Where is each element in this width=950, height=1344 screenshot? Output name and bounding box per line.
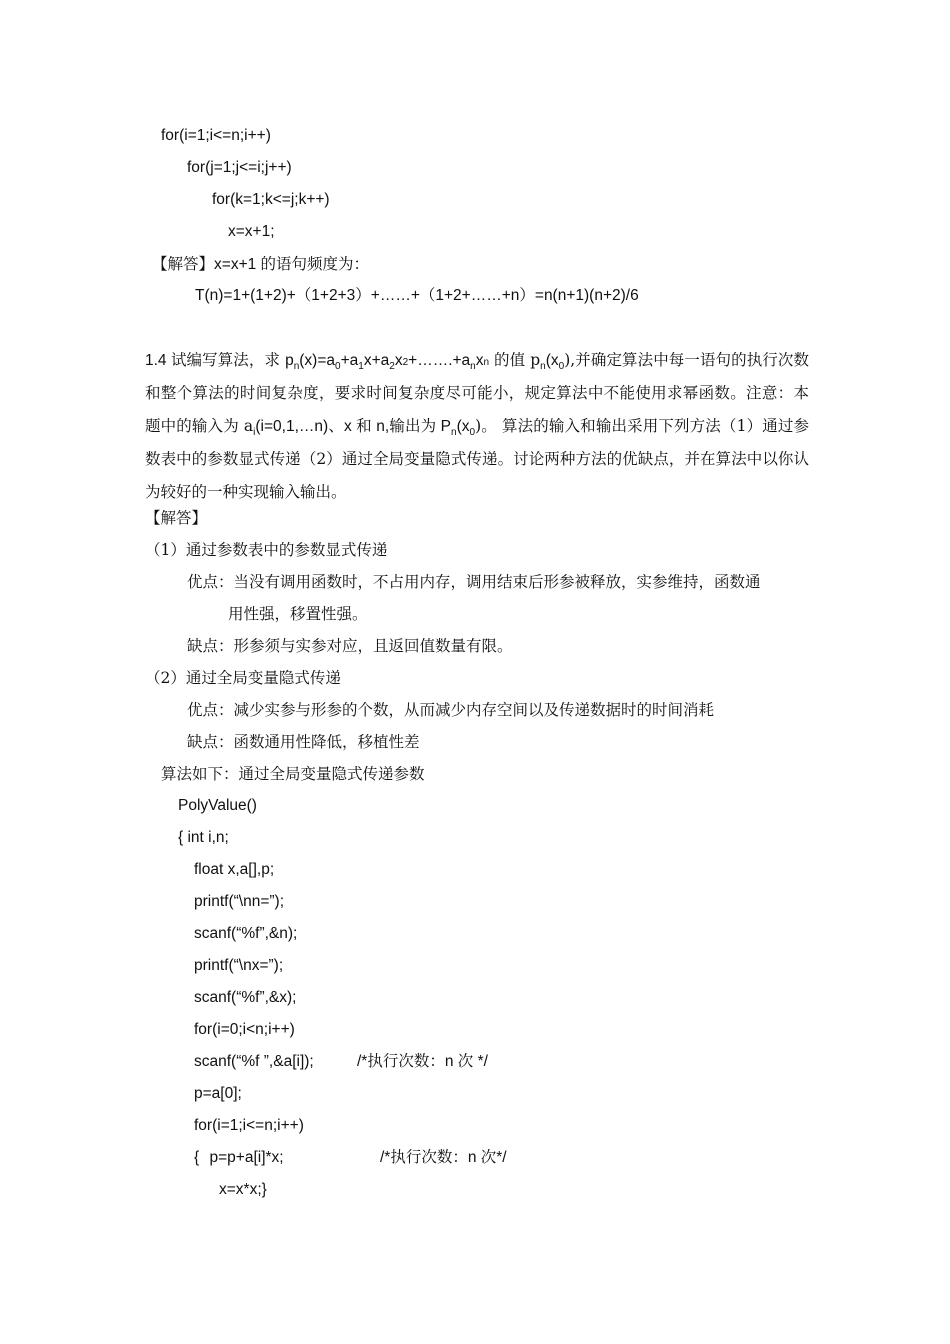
- method1-pros-cont: 用性强，移置性强。: [228, 605, 368, 623]
- code-line: x=x*x;}: [219, 1181, 267, 1198]
- code-line: for(k=1;k<=j;k++): [212, 191, 330, 208]
- method2-title: （2）通过全局变量隐式传递: [145, 669, 341, 687]
- method1-pros: 优点：当没有调用函数时，不占用内存，调用结束后形参被释放，实参维持，函数通: [187, 573, 761, 591]
- code-comment: /*执行次数：n 次 */: [357, 1053, 488, 1070]
- question-paragraph: 1.4 试编写算法，求 $p_n(x)=a_0+a_1x+a_2x2+\dots\dots.+a_nxn$ 的值 $p_n(x_0)$,并确定算法中每一语句的执行次数和整个算法的时间复杂度，要求时间复杂度尽可能小，规定算法中不能使用求幂函数。注意：本题中的输入为 $a_i(i=0,1,\dots n)$、x 和 n,输出为 $P_n(x_0)$。 算法的输入和输出采用下列方法（1）通过参数表中的参数显式传递（2）通过全局变量隐式传递。讨论两种方法的优缺点，并在算法中以你认为较好的一种实现输入输出。: [145, 351, 810, 501]
- code-line: for(i=1;i<=n;i++): [161, 127, 271, 144]
- code-line: x=x+1;: [228, 223, 275, 240]
- method2-cons: 缺点：函数通用性降低，移植性差: [187, 733, 420, 751]
- code-line: { int i,n;: [178, 829, 229, 846]
- answer-line: [152, 254, 369, 275]
- formula: T(n)=1+(1+2)+（1+2+3）+……+（1+2+……+n）=n(n+1)(n+2)/6: [195, 287, 639, 304]
- code-line: p=a[0];: [194, 1085, 242, 1102]
- code-line: scanf(“%f ”,&a[i]);: [194, 1053, 314, 1070]
- code-line: PolyValue(): [178, 797, 257, 814]
- answer-label: 【解答】: [152, 255, 215, 273]
- method1-cons: 缺点：形参须与实参对应，且返回值数量有限。: [187, 637, 513, 655]
- answer-text: x=x+1 的语句频度为：: [214, 256, 370, 273]
- code-line: printf(“\nx=”);: [194, 957, 284, 974]
- code-line: { p=p+a[i]*x;: [194, 1149, 284, 1166]
- code-line: scanf(“%f”,&n);: [194, 925, 298, 942]
- code-line: printf(“\nn=”);: [194, 893, 285, 910]
- code-line: for(i=1;i<=n;i++): [194, 1117, 304, 1134]
- code-line: for(j=1;j<=i;j++): [187, 159, 292, 176]
- algorithm-intro: 算法如下：通过全局变量隐式传递参数: [161, 765, 425, 783]
- code-comment: /*执行次数：n 次*/: [380, 1149, 507, 1166]
- code-line: scanf(“%f”,&x);: [194, 989, 297, 1006]
- code-line: float x,a[],p;: [194, 861, 275, 878]
- method1-title: （1）通过参数表中的参数显式传递: [145, 541, 388, 559]
- code-line: for(i=0;i<n;i++): [194, 1021, 295, 1038]
- answer-label: 【解答】: [145, 509, 208, 527]
- method2-pros: 优点：减少实参与形参的个数，从而减少内存空间以及传递数据时的时间消耗: [187, 701, 715, 719]
